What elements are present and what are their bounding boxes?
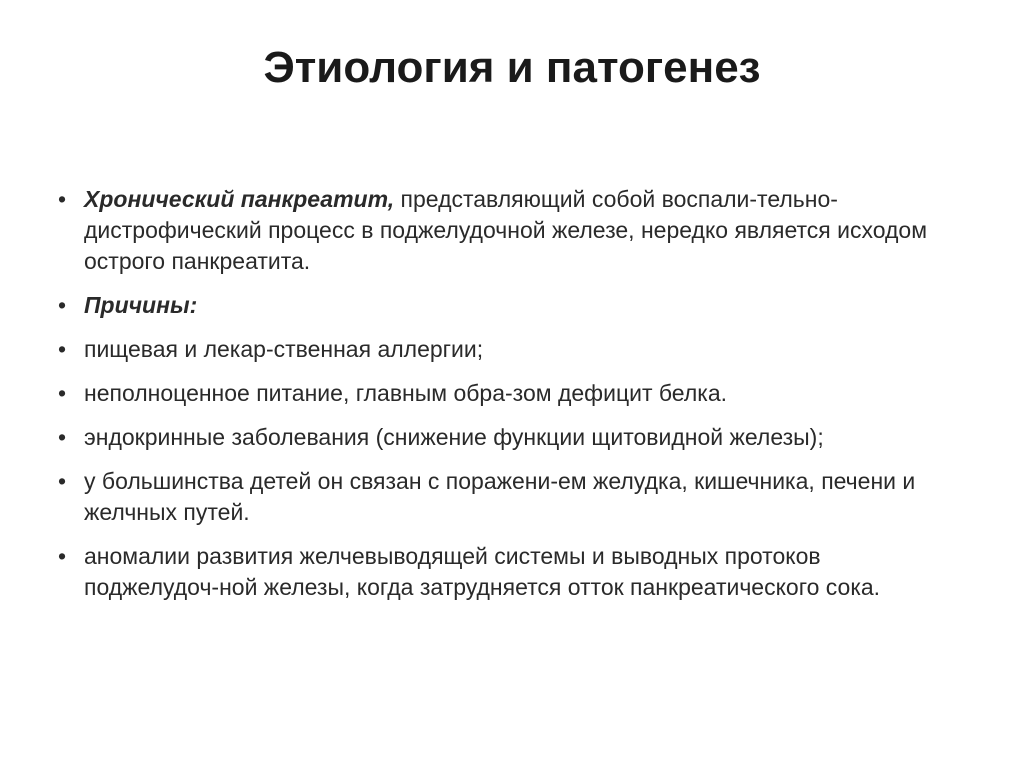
bullet-text: у большинства детей он связан с поражени-ем желудка, кишечника, печени и желчных путей.	[84, 468, 916, 525]
bullet-emphasis: Причины:	[84, 292, 198, 318]
bullet-marker: •	[58, 380, 67, 406]
bullet-item	[58, 290, 958, 321]
bullet-marker: •	[58, 468, 67, 494]
bullet-item	[58, 184, 958, 277]
bullet-text: представляющий собой воспали-тельно-дистрофический процесс в поджелудочной железе, нередко является исходом острого панкреатита.	[84, 186, 928, 274]
bullet-item	[58, 334, 958, 365]
bullet-marker: •	[58, 424, 67, 450]
bullet-marker: •	[58, 186, 67, 212]
bullet-item	[58, 541, 958, 603]
bullet-emphasis: Хронический панкреатит,	[84, 186, 395, 212]
bullet-text: эндокринные заболевания (снижение функции щитовидной железы);	[84, 424, 824, 450]
bullet-marker: •	[58, 336, 67, 362]
bullet-item	[58, 466, 958, 528]
bullet-text: неполноценное питание, главным обра-зом дефицит белка.	[84, 380, 728, 406]
bullet-list	[58, 184, 958, 616]
bullet-item	[58, 378, 958, 409]
bullet-marker: •	[58, 543, 67, 569]
bullet-text: пищевая и лекар-ственная аллергии;	[84, 336, 484, 362]
bullet-text: аномалии развития желчевыводящей системы и выводных протоков поджелудоч-ной железы, когда затрудняется отток панкреатического сока.	[84, 543, 881, 600]
bullet-item	[58, 422, 958, 453]
bullet-marker: •	[58, 292, 67, 318]
slide-title: Этиология и патогенез	[263, 43, 761, 92]
